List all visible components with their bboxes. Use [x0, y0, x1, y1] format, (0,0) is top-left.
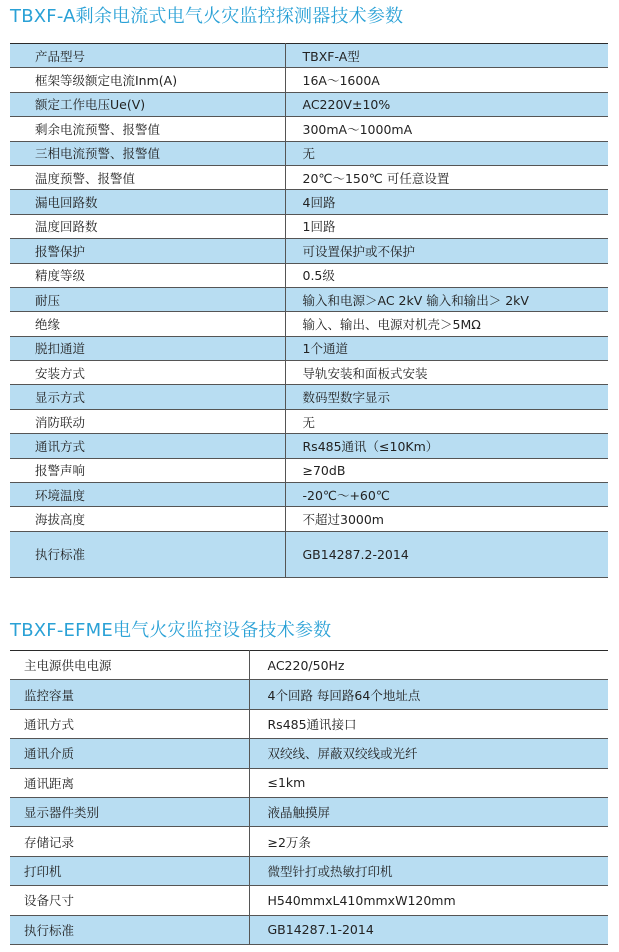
spec-name: 精度等级 — [10, 263, 285, 287]
spec-value: AC220/50Hz — [249, 651, 608, 680]
spec-value: 数码型数字显示 — [285, 385, 608, 409]
spec-name: 漏电回路数 — [10, 190, 285, 214]
spec-name: 存储记录 — [10, 827, 249, 856]
spec-value: 可设置保护或不保护 — [285, 239, 608, 263]
spec-value: 不超过3000m — [285, 507, 608, 531]
spec-row — [10, 827, 608, 856]
spec-row — [10, 214, 608, 238]
detector-spec-title: TBXF-A剩余电流式电气火灾监控探测器技术参数 — [10, 6, 404, 27]
spec-name: 通讯方式 — [10, 434, 285, 458]
spec-row — [10, 709, 608, 738]
spec-row — [10, 680, 608, 709]
spec-value: ≥70dB — [285, 458, 608, 482]
spec-name: 耐压 — [10, 287, 285, 311]
spec-name: 框架等级额定电流Inm(A) — [10, 68, 285, 92]
spec-value: -20℃～+60℃ — [285, 483, 608, 507]
spec-value: 4回路 — [285, 190, 608, 214]
spec-name: 安装方式 — [10, 361, 285, 385]
spec-name: 主电源供电电源 — [10, 651, 249, 680]
spec-value: GB14287.2-2014 — [285, 531, 608, 577]
spec-name: 环境温度 — [10, 483, 285, 507]
spec-value: Rs485通讯（≤10Km） — [285, 434, 608, 458]
spec-name: 通讯距离 — [10, 768, 249, 797]
spec-row — [10, 385, 608, 409]
spec-name: 显示方式 — [10, 385, 285, 409]
equipment-spec-title: TBXF-EFME电气火灾监控设备技术参数 — [10, 620, 332, 641]
spec-row — [10, 239, 608, 263]
spec-row — [10, 483, 608, 507]
spec-name: 剩余电流预警、报警值 — [10, 117, 285, 141]
spec-value: 微型针打或热敏打印机 — [249, 856, 608, 885]
spec-name: 显示器件类别 — [10, 797, 249, 826]
detector-spec-table — [10, 43, 608, 578]
spec-name: 打印机 — [10, 856, 249, 885]
spec-name: 温度回路数 — [10, 214, 285, 238]
spec-value: ≤1km — [249, 768, 608, 797]
spec-value: 4个回路 每回路64个地址点 — [249, 680, 608, 709]
spec-name: 产品型号 — [10, 44, 285, 68]
spec-row — [10, 92, 608, 116]
spec-row — [10, 361, 608, 385]
spec-row — [10, 409, 608, 433]
spec-value: 300mA～1000mA — [285, 117, 608, 141]
spec-value: 1个通道 — [285, 336, 608, 360]
spec-value: 双绞线、屏蔽双绞线或光纤 — [249, 739, 608, 768]
spec-row — [10, 336, 608, 360]
spec-value: TBXF-A型 — [285, 44, 608, 68]
spec-row — [10, 68, 608, 92]
spec-name: 绝缘 — [10, 312, 285, 336]
spec-row — [10, 856, 608, 885]
spec-name: 三相电流预警、报警值 — [10, 141, 285, 165]
spec-value: 输入和电源＞AC 2kV 输入和输出＞ 2kV — [285, 287, 608, 311]
spec-row — [10, 507, 608, 531]
spec-value: ≥2万条 — [249, 827, 608, 856]
spec-name: 设备尺寸 — [10, 886, 249, 915]
spec-row — [10, 263, 608, 287]
spec-value: H540mmxL410mmxW120mm — [249, 886, 608, 915]
spec-name: 消防联动 — [10, 409, 285, 433]
spec-name: 报警保护 — [10, 239, 285, 263]
spec-row — [10, 651, 608, 680]
spec-name: 通讯方式 — [10, 709, 249, 738]
spec-name: 脱扣通道 — [10, 336, 285, 360]
spec-value: AC220V±10% — [285, 92, 608, 116]
spec-value: 0.5级 — [285, 263, 608, 287]
spec-value: 1回路 — [285, 214, 608, 238]
equipment-spec-table — [10, 650, 608, 945]
spec-value: 20℃～150℃ 可任意设置 — [285, 165, 608, 189]
spec-row — [10, 312, 608, 336]
spec-name: 额定工作电压Ue(V) — [10, 92, 285, 116]
spec-value: 液晶触摸屏 — [249, 797, 608, 826]
spec-name: 执行标准 — [10, 915, 249, 944]
spec-value: 无 — [285, 409, 608, 433]
spec-row — [10, 739, 608, 768]
spec-row — [10, 434, 608, 458]
spec-value: 16A～1600A — [285, 68, 608, 92]
spec-name: 通讯介质 — [10, 739, 249, 768]
spec-row — [10, 141, 608, 165]
spec-row — [10, 458, 608, 482]
spec-row — [10, 190, 608, 214]
spec-row — [10, 768, 608, 797]
spec-name: 执行标准 — [10, 531, 285, 577]
spec-row — [10, 915, 608, 944]
spec-row — [10, 117, 608, 141]
spec-name: 报警声响 — [10, 458, 285, 482]
spec-row — [10, 165, 608, 189]
spec-value: GB14287.1-2014 — [249, 915, 608, 944]
spec-name: 温度预警、报警值 — [10, 165, 285, 189]
spec-name: 海拔高度 — [10, 507, 285, 531]
spec-name: 监控容量 — [10, 680, 249, 709]
spec-row — [10, 531, 608, 577]
spec-row — [10, 797, 608, 826]
spec-value: Rs485通讯接口 — [249, 709, 608, 738]
spec-value: 无 — [285, 141, 608, 165]
spec-row — [10, 287, 608, 311]
spec-row — [10, 886, 608, 915]
spec-row — [10, 44, 608, 68]
spec-value: 导轨安装和面板式安装 — [285, 361, 608, 385]
spec-value: 输入、输出、电源对机壳＞5MΩ — [285, 312, 608, 336]
